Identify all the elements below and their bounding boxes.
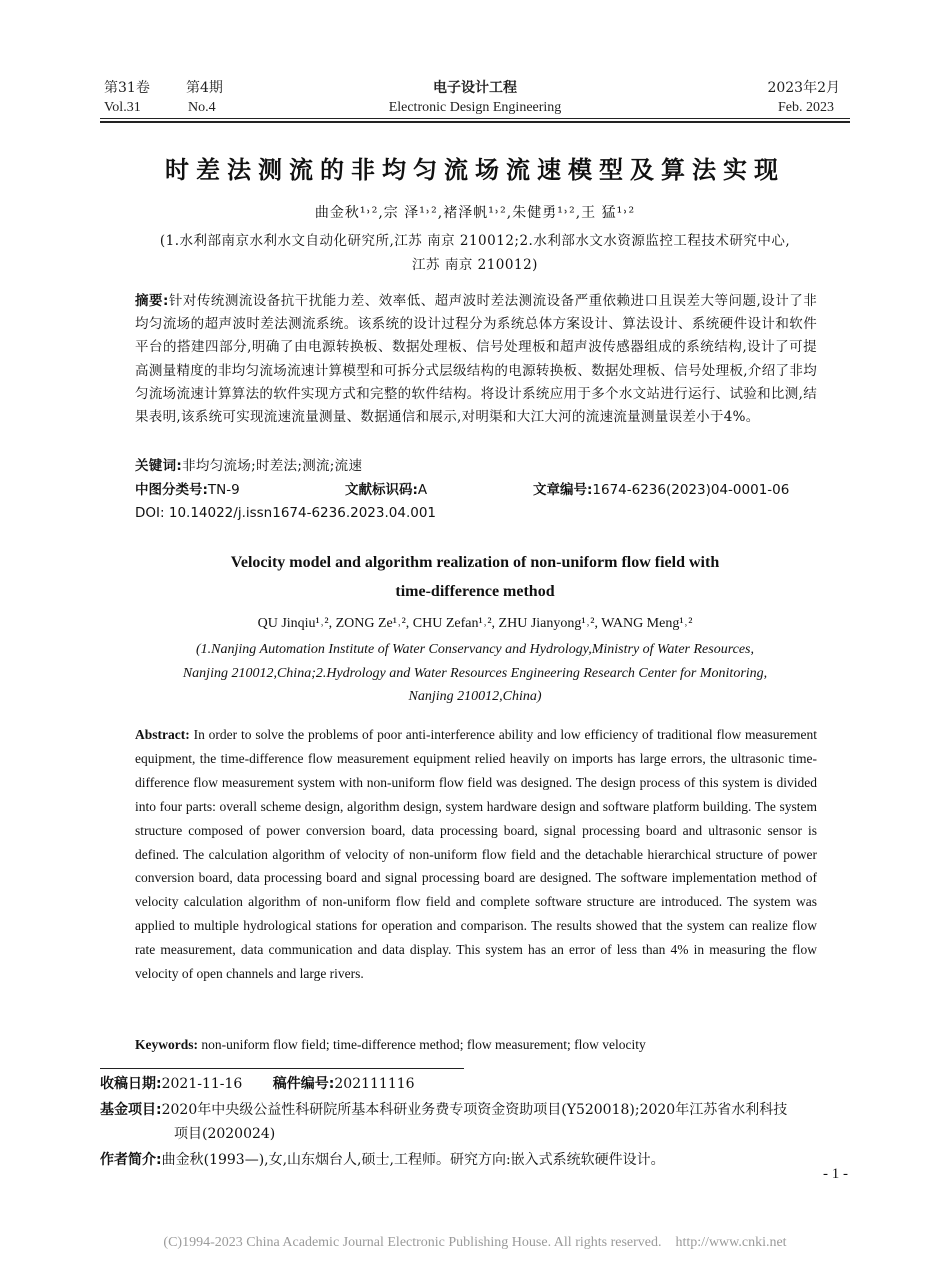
abstract-en-text: In order to solve the problems of poor anti-interference ability and low efficiency of traditional flow measurement equipment, the time-difference flow measurement equipment relied heavily on imports has large errors, the ultrasonic time-difference flow measurement system with non-uniform flow field was designed. The design process of this system is divided into four parts: overall scheme design, algorithm design, system hardware design and software platform building. The system structure composed of power conversion board, data processing board, signal processing board and ultrasonic sensor is defined. The calculation algorithm of velocity of non-uniform flow field and the detachable hierarchical structure of power conversion board, data processing board and signal processing board are designed. The software implementation method of velocity calculation algorithm of non-uniform flow field and complete software structure are introduced. The system was applied to multiple hydrological stations for operation and comparison. The results showed that the system can realize flow rate measurement, data communication and data display. This system has an error of less than 4% in measuring the flow velocity of open channels and large rivers. [135, 727, 817, 982]
header-journal-cn: 电子设计工程 [433, 80, 517, 96]
authors-en: QU Jinqiu¹˒², ZONG Ze¹˒², CHU Zefan¹˒², ZHU Jianyong¹˒², WANG Meng¹˒² [257, 616, 693, 631]
doc-code-value: A [417, 482, 428, 498]
page-number: - 1 - [823, 1166, 848, 1182]
header-date-en: Feb. 2023 [778, 100, 834, 115]
article-number-label: 文章编号: [533, 482, 593, 498]
manuscript-value: 202111116 [334, 1076, 415, 1092]
abstract-cn-label: 摘要: [135, 293, 169, 309]
doc-code [345, 480, 427, 500]
keywords-cn-text: 非均匀流场;时差法;测流;流速 [182, 458, 363, 474]
abstract-cn [135, 290, 817, 429]
article-number [533, 480, 789, 500]
bio-value: 曲金秋(1993—),女,山东烟台人,硕士,工程师。研究方向:嵌入式系统软硬件设计。 [161, 1152, 665, 1168]
doc-code-label: 文献标识码: [345, 482, 418, 498]
title-en-line1: Velocity model and algorithm realization of non-uniform flow field with [230, 554, 720, 571]
header-volume-en: Vol.31 [104, 100, 141, 115]
footnote-rule [100, 1068, 464, 1069]
fund-line1: 2020年中央级公益性科研院所基本科研业务费专项资金资助项目(Y520018);2020年江苏省水利科技 [161, 1102, 788, 1118]
received-label: 收稿日期: [100, 1076, 162, 1092]
abstract-en-label: Abstract: [135, 727, 190, 742]
header-issue-cn: 第4期 [186, 80, 223, 96]
doi-label: DOI: [135, 505, 165, 521]
clc-value: TN-9 [207, 482, 240, 498]
keywords-cn-label: 关键词: [135, 458, 183, 474]
keywords-en-text: non-uniform flow field; time-difference method; flow measurement; flow velocity [201, 1037, 646, 1052]
footnote-fund-cont: 项目(2020024) [174, 1126, 276, 1142]
page-title-cn: 时差法测流的非均匀流场流速模型及算法实现 [165, 155, 785, 184]
affiliation-cn-line1: (1.水利部南京水利水文自动化研究所,江苏 南京 210012;2.水利部水文水资源监控工程技术研究中心, [159, 233, 791, 249]
clc-label: 中图分类号: [135, 482, 208, 498]
copyright-footer: (C)1994-2023 China Academic Journal Electronic Publishing House. All rights reserved. http://www.cnki.net [163, 1235, 787, 1250]
affiliation-en [120, 638, 830, 709]
page-title-en [100, 548, 850, 606]
manuscript-label: 稿件编号: [272, 1076, 335, 1092]
keywords-en-label: Keywords: [135, 1037, 198, 1052]
footnote-bio [100, 1147, 860, 1173]
doi [135, 503, 436, 523]
affiliation-en-line2: Nanjing 210012,China;2.Hydrology and Water Resources Engineering Research Center for Monitoring, [182, 665, 768, 681]
keywords-en [135, 1033, 817, 1057]
authors-cn: 曲金秋¹˒²,宗 泽¹˒²,褚泽帆¹˒²,朱健勇¹˒²,王 猛¹˒² [314, 205, 636, 221]
abstract-cn-text: 针对传统测流设备抗干扰能力差、效率低、超声波时差法测流设备严重依赖进口且误差大等问题,设计了非均匀流场的超声波时差法测流系统。该系统的设计过程分为系统总体方案设计、算法设计、系统硬件设计和软件平台的搭建四部分,明确了由电源转换板、数据处理板、信号处理板和超声波传感器组成的系统结构,设计了可提高测量精度的非均匀流场流速计算模型和可拆分式层级结构的电源转换板、数据处理板、信号处理板,介绍了非均匀流场流速计算算法的软件实现方式和完整的软件结构。将设计系统应用于多个水文站进行运行、试验和比测,结果表明,该系统可实现流速流量测量、数据通信和展示,对明渠和大江大河的流速流量测量误差小于4%。 [135, 293, 817, 426]
header-date-cn: 2023年2月 [767, 80, 840, 96]
abstract-en [135, 723, 817, 986]
affiliation-cn-line2: 江苏 南京 210012) [412, 257, 538, 273]
header-volume-cn: 第31卷 [104, 80, 150, 96]
doi-value: 10.14022/j.issn1674-6236.2023.04.001 [168, 505, 436, 521]
title-en-line2: time-difference method [395, 583, 555, 600]
affiliation-en-line1: (1.Nanjing Automation Institute of Water Conservancy and Hydrology,Ministry of Water Resources, [195, 642, 754, 657]
article-number-value: 1674-6236(2023)04-0001-06 [592, 482, 790, 498]
header-issue-en: No.4 [188, 100, 216, 115]
keywords-cn [135, 455, 817, 478]
affiliation-cn [110, 229, 840, 277]
affiliation-en-line3: Nanjing 210012,China) [408, 689, 542, 704]
footnote-fund [100, 1097, 860, 1123]
footnote-received [100, 1071, 860, 1097]
received-value: 2021-11-16 [161, 1076, 243, 1092]
header-journal-en: Electronic Design Engineering [388, 100, 562, 115]
clc-number [135, 480, 240, 500]
header-rule-thin [100, 118, 850, 119]
bio-label: 作者简介: [100, 1152, 162, 1168]
fund-label: 基金项目: [100, 1102, 162, 1118]
header-rule-thick [100, 121, 850, 123]
